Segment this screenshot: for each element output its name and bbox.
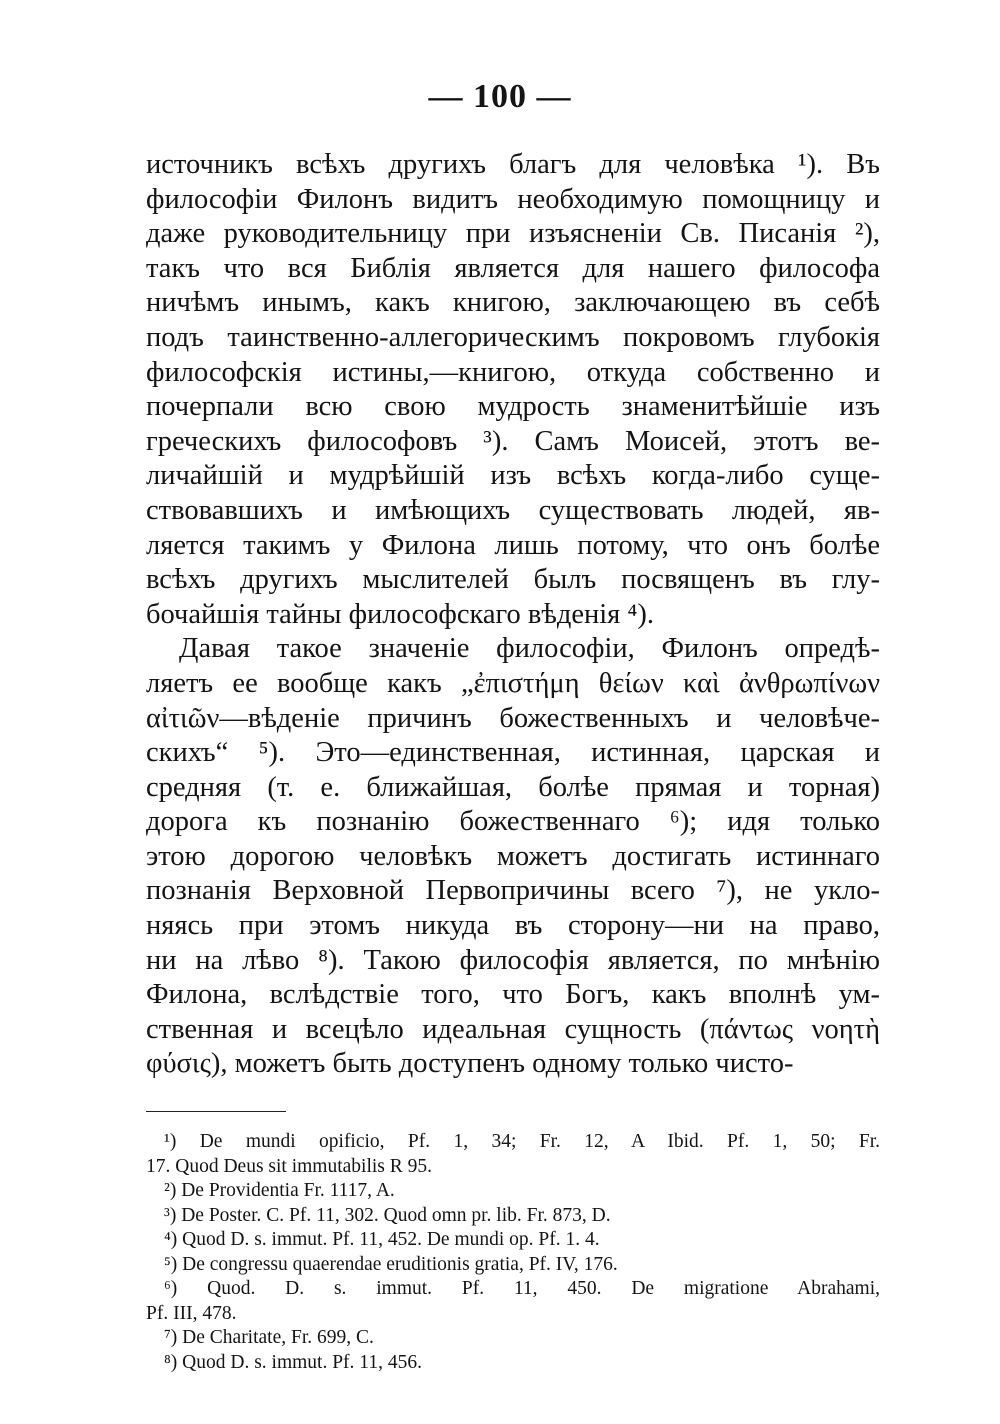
footnote-line: Pf. III, 478. — [146, 1302, 237, 1324]
text-line: бочайшія тайны философскаго вѣденія ⁴). — [146, 598, 654, 630]
footnote-line: ³) De Poster. C. Pf. 11, 302. Quod omn pr. lib. Fr. 873, D. — [164, 1204, 611, 1226]
text-line: αἰτιῶν—вѣденіе причинъ божественныхъ и человѣче- — [146, 702, 880, 734]
text-line: средняя (т. е. ближайшая, болѣе прямая и торная) — [146, 771, 880, 803]
text-line: источникъ всѣхъ другихъ благъ для человѣка ¹). Въ — [146, 149, 880, 180]
footnote-line: ⁵) De congressu quaerendae eruditionis gratia, Pf. IV, 176. — [164, 1253, 618, 1275]
text-line: няясь при этомъ никуда въ сторону—ни на право, — [146, 910, 880, 942]
text-line: философскія истины,—книгою, откуда собственно и — [146, 356, 880, 388]
text-line: ляетъ ее вообще какъ „ἐπιστήμη θείων καὶ ἀνθρωπίνων — [146, 667, 880, 699]
text-line: скихъ“ ⁵). Это—единственная, истинная, царская и — [146, 737, 880, 769]
footnote-line: ⁶) Quod. D. s. immut. Pf. 11, 450. De migratione Abrahami, — [164, 1278, 880, 1299]
text-line: ственная и всецѣло идеальная сущность (πάντως νοητὴ — [146, 1013, 880, 1045]
footnote-line: ⁴) Quod D. s. immut. Pf. 11, 452. De mundi op. Pf. 1. 4. — [164, 1229, 600, 1250]
text-line: греческихъ философовъ ³). Самъ Моисей, этотъ ве- — [146, 425, 880, 457]
text-line: φύσις), можетъ быть доступенъ одному только чисто- — [146, 1048, 794, 1080]
text-line: даже руководительницу при изъясненіи Св. Писанія ²), — [146, 218, 880, 250]
text-line: личайшій и мудрѣйшій изъ всѣхъ когда-либо суще- — [146, 460, 880, 492]
main-text — [146, 148, 880, 1082]
text-line: такъ что вся Библія является для нашего философа — [146, 252, 880, 284]
text-line: дорога къ познанію божественнаго ⁶); идя только — [146, 806, 880, 838]
page-number: — 100 — — [428, 78, 572, 115]
text-line: познанія Верховной Первопричины всего ⁷), не укло- — [146, 875, 880, 907]
text-line: Давая такое значеніе философіи, Филонъ опредѣ- — [179, 633, 880, 665]
text-line: ляется такимъ у Филона лишь потому, что онъ болѣе — [146, 529, 880, 561]
text-line: философіи Филонъ видитъ необходимую помощницу и — [146, 183, 880, 215]
text-line: подъ таинственно-аллегорическимъ покровомъ глубокія — [146, 321, 880, 353]
footnotes — [146, 1130, 880, 1375]
footnote-divider — [146, 1111, 286, 1112]
text-line: почерпали всю свою мудрость знаменитѣйшіе изъ — [146, 391, 880, 423]
footnote-line: ⁷) De Charitate, Fr. 699, C. — [164, 1327, 374, 1348]
footnote-line: ²) De Providentia Fr. 1117, A. — [164, 1180, 395, 1201]
footnote-line: 17. Quod Deus sit immutabilis R 95. — [146, 1155, 433, 1177]
text-line: всѣхъ другихъ мыслителей былъ посвященъ въ глу- — [146, 564, 880, 596]
footnote-line: ⁸) Quod D. s. immut. Pf. 11, 456. — [164, 1351, 422, 1373]
text-line: этою дорогою человѣкъ можетъ достигать истиннаго — [146, 840, 880, 872]
text-line: Филона, вслѣдствіе того, что Богъ, какъ вполнѣ ум- — [146, 979, 880, 1011]
footnote-line: ¹) De mundi opificio, Pf. 1, 34; Fr. 12, A Ibid. Pf. 1, 50; Fr. — [164, 1131, 880, 1152]
text-line: ствовавшихъ и имѣющихъ существовать людей, яв- — [146, 494, 880, 526]
text-line: ничѣмъ инымъ, какъ книгою, заключающею въ себѣ — [146, 287, 880, 319]
text-line: ни на лѣво ⁸). Такою философія является, по мнѣнію — [146, 944, 880, 976]
